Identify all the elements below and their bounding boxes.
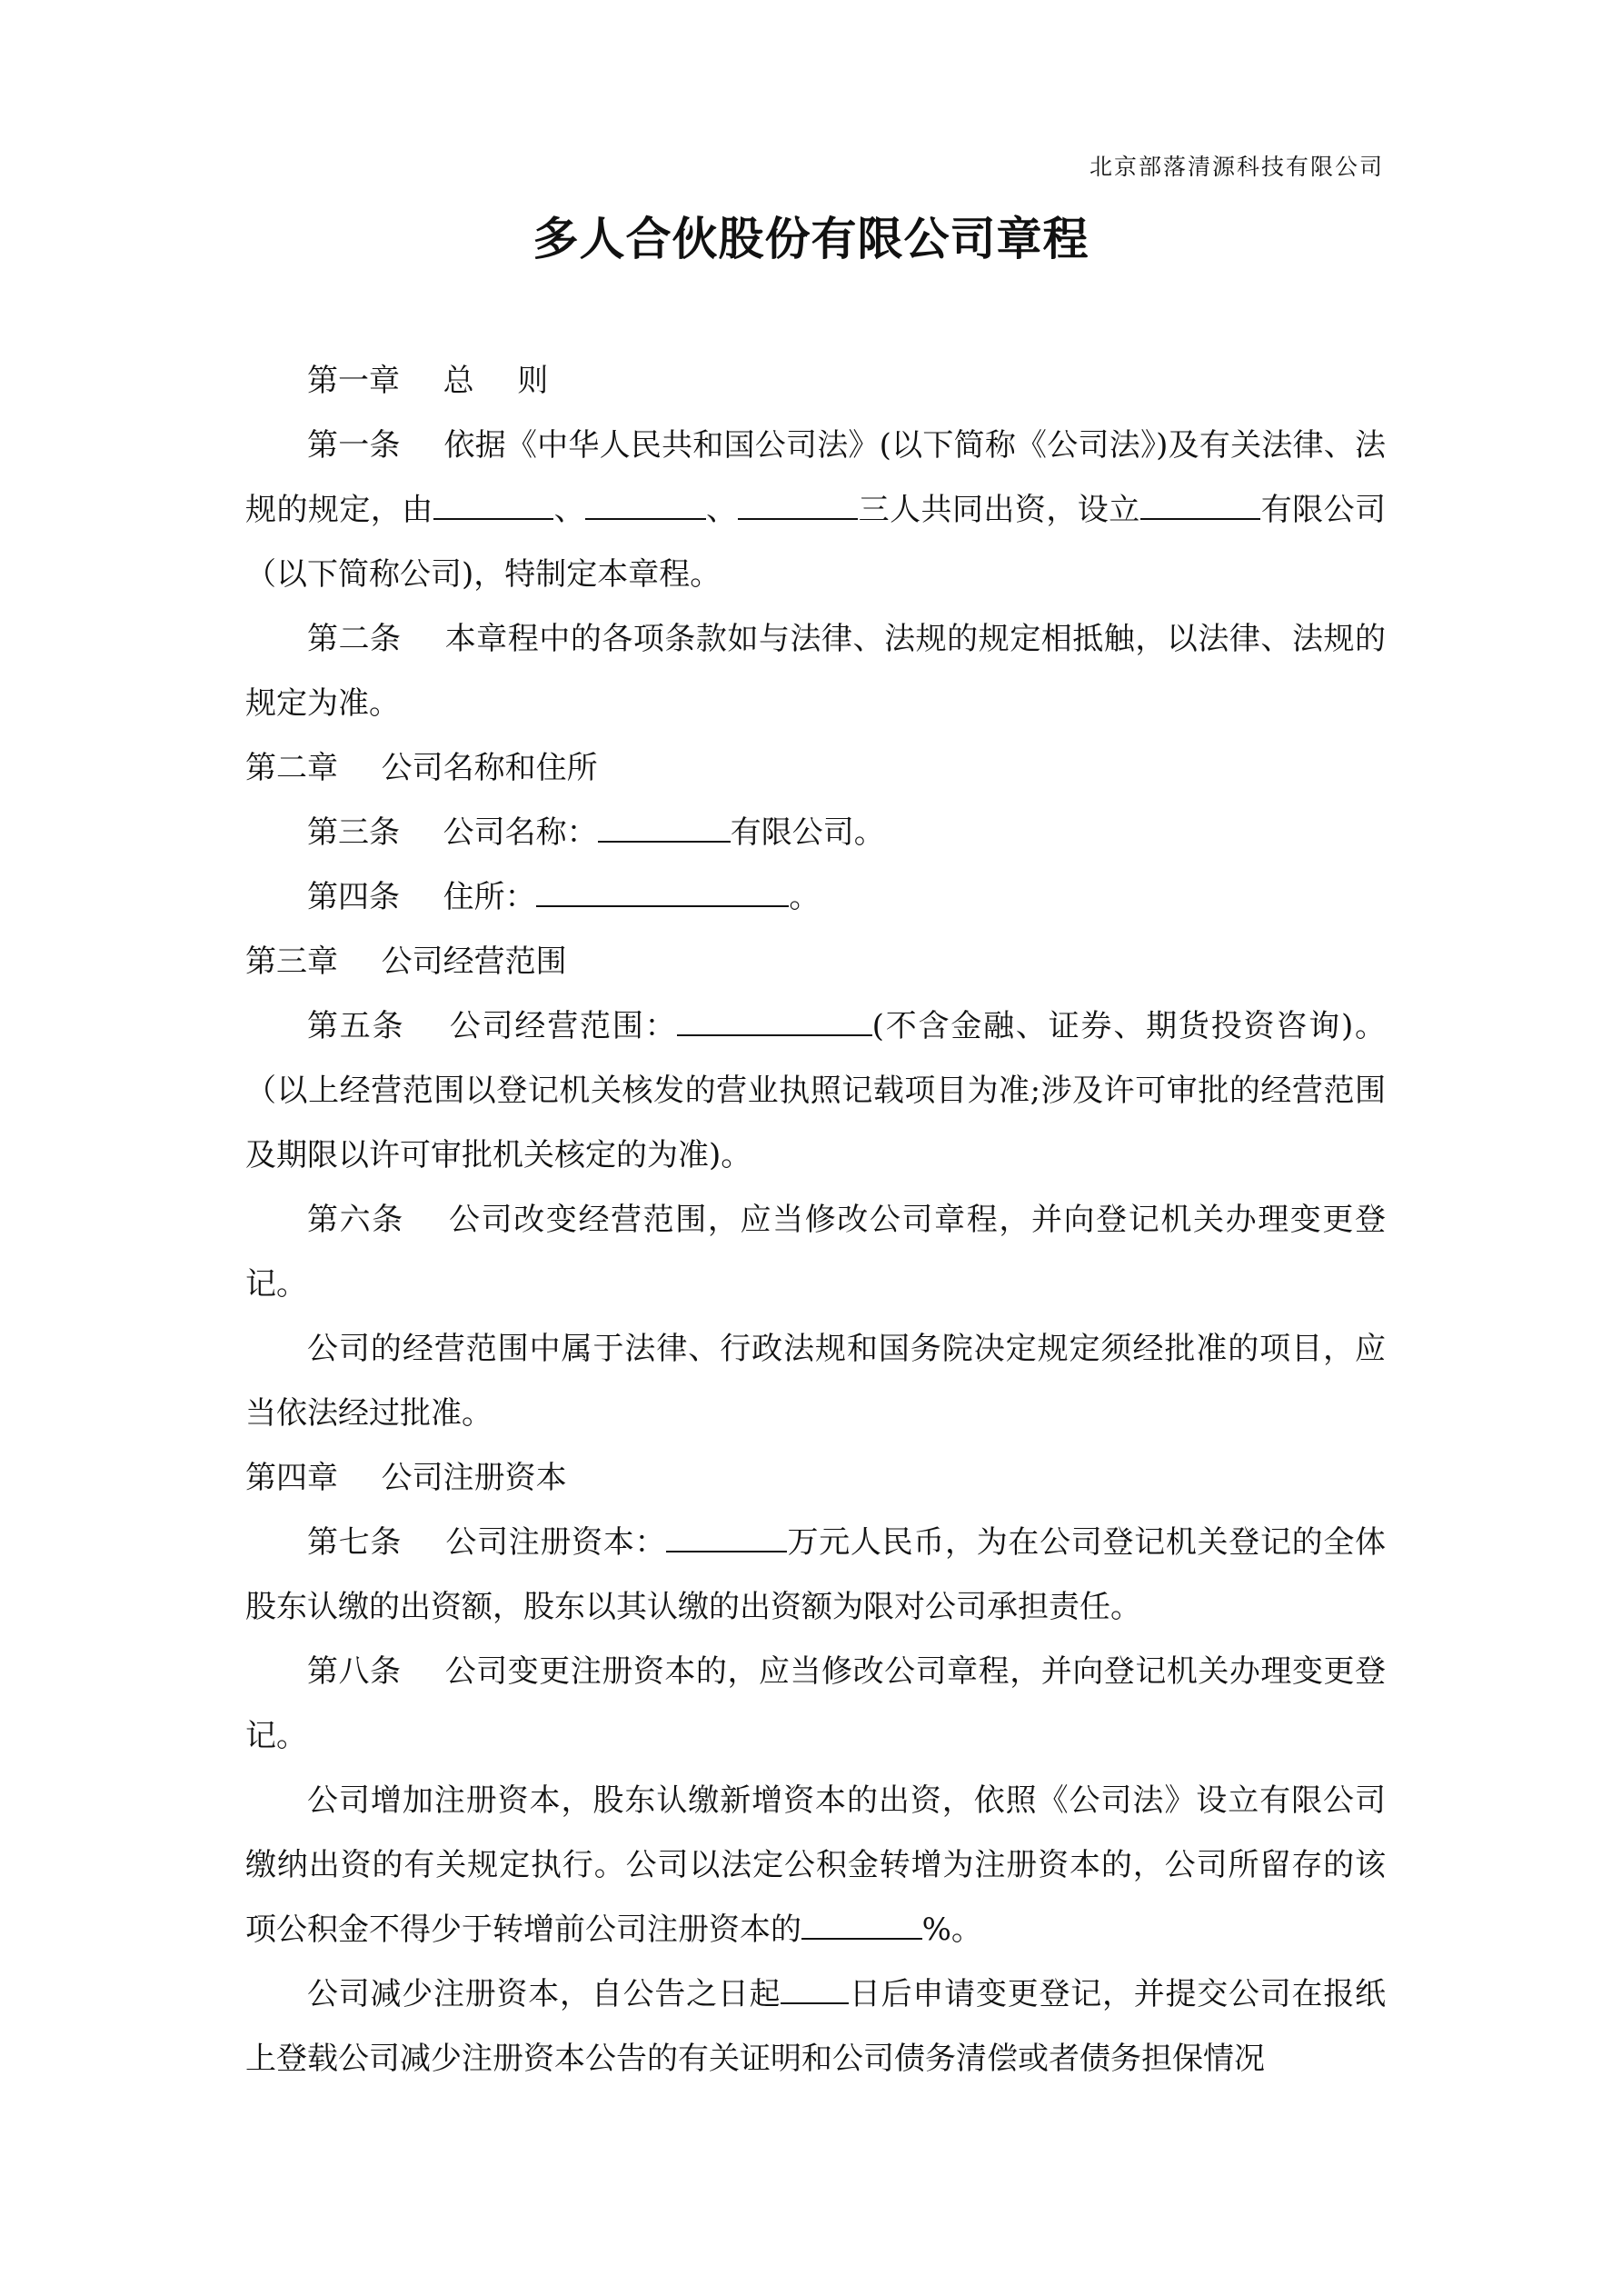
article-8-label: 第八条 [307, 1653, 402, 1690]
chapter-4-title: 公司注册资本 [381, 1460, 567, 1496]
article-1-text-a: 依据《中华人民共和国公司法》(以下简称《公司法》)及有关法律、法规的规定，由 [245, 427, 1387, 528]
chapter-2-label: 第二章 [245, 750, 338, 786]
chapter-4-label: 第四章 [245, 1460, 338, 1496]
chapter-3-heading [245, 930, 1386, 994]
reserve-percent-blank [801, 1912, 922, 1940]
shareholder-3-blank [738, 492, 859, 520]
article-1-sep-2: 、 [705, 492, 738, 528]
chapter-4-heading [245, 1446, 1386, 1511]
chapter-2-heading [245, 736, 1386, 801]
capital-decrease-text-b: 日后申请变更登记，并提交公司在报纸上登载公司减少注册资本公告的有关证明和公司债务清偿或者债务担保情况 [245, 1976, 1387, 2077]
shareholder-1-blank [433, 492, 554, 520]
article-1 [245, 414, 1386, 607]
capital-increase-paragraph [245, 1769, 1386, 1962]
chapter-2-title: 公司名称和住所 [381, 750, 598, 786]
days-blank [781, 1976, 849, 2004]
article-4-text-b: 。 [789, 879, 821, 915]
company-name-field-blank [598, 814, 731, 843]
article-5-text-b: (不含金融、证券、期货投资咨询)。（以上经营范围以登记机关核发的营业执照记载项目为准;涉及许可审批的经营范围及期限以许可审批机关核定的为准)。 [245, 1008, 1387, 1173]
article-6 [245, 1188, 1386, 1317]
document-title: 多人合伙股份有限公司章程 [532, 212, 1090, 265]
shareholder-2-blank [585, 492, 706, 520]
article-7-text-b: 万元人民币，为在公司登记机关登记的全体股东认缴的出资额，股东以其认缴的出资额为限对公司承担责任。 [245, 1524, 1387, 1625]
capital-decrease-paragraph [245, 1962, 1386, 2091]
scope-approval-paragraph [245, 1317, 1386, 1446]
article-2 [245, 607, 1386, 736]
chapter-1-heading [245, 349, 1386, 414]
address-blank [536, 879, 790, 907]
article-7-label: 第七条 [307, 1524, 403, 1561]
chapter-3-label: 第三章 [245, 943, 338, 980]
article-4-text-a: 住所： [443, 879, 536, 915]
header-company-name: 北京部落清源科技有限公司 [1089, 154, 1384, 180]
business-scope-blank [677, 1008, 871, 1036]
article-7-text-a: 公司注册资本： [444, 1524, 667, 1561]
article-2-label: 第二条 [307, 621, 402, 657]
article-1-sep-1: 、 [553, 492, 586, 528]
article-3-label: 第三条 [307, 814, 400, 851]
chapter-1-label: 第一章 [307, 363, 400, 399]
article-3-text-b: 有限公司。 [730, 814, 885, 851]
article-5 [245, 994, 1386, 1188]
article-1-text-b: 三人共同出资，设立 [858, 492, 1140, 528]
article-3-text-a: 公司名称： [443, 814, 598, 851]
chapter-1-title-char-1: 总 [443, 363, 474, 399]
article-1-text-c: 有限公司（以下简称公司)，特制定本章程。 [245, 492, 1387, 593]
article-5-label: 第五条 [307, 1008, 405, 1044]
article-7 [245, 1511, 1386, 1640]
article-6-label: 第六条 [307, 1202, 404, 1238]
chapter-3-title: 公司经营范围 [381, 943, 567, 980]
article-8 [245, 1640, 1386, 1769]
article-4-label: 第四条 [307, 879, 400, 915]
article-4 [245, 865, 1386, 930]
capital-increase-text-b: %。 [921, 1912, 982, 1948]
article-6-text: 公司改变经营范围，应当修改公司章程，并向登记机关办理变更登记。 [245, 1202, 1387, 1303]
chapter-1-title-char-2: 则 [517, 363, 549, 399]
article-1-label: 第一条 [307, 427, 401, 464]
company-name-blank [1140, 492, 1261, 520]
registered-capital-blank [666, 1524, 787, 1552]
article-5-text-a: 公司经营范围： [448, 1008, 678, 1044]
capital-increase-text-a: 公司增加注册资本，股东认缴新增资本的出资，依照《公司法》设立有限公司缴纳出资的有关规定执行。公司以法定公积金转增为注册资本的，公司所留存的该项公积金不得少于转增前公司注册资本的 [245, 1782, 1386, 1948]
article-3 [245, 801, 1386, 865]
article-2-text: 本章程中的各项条款如与法律、法规的规定相抵触，以法律、法规的规定为准。 [245, 621, 1387, 722]
article-8-text: 公司变更注册资本的，应当修改公司章程，并向登记机关办理变更登记。 [245, 1653, 1387, 1754]
document-body [245, 349, 1386, 2091]
capital-decrease-text-a: 公司减少注册资本，自公告之日起 [307, 1976, 781, 2012]
scope-approval-text: 公司的经营范围中属于法律、行政法规和国务院决定规定须经批准的项目，应当依法经过批准。 [245, 1331, 1386, 1432]
